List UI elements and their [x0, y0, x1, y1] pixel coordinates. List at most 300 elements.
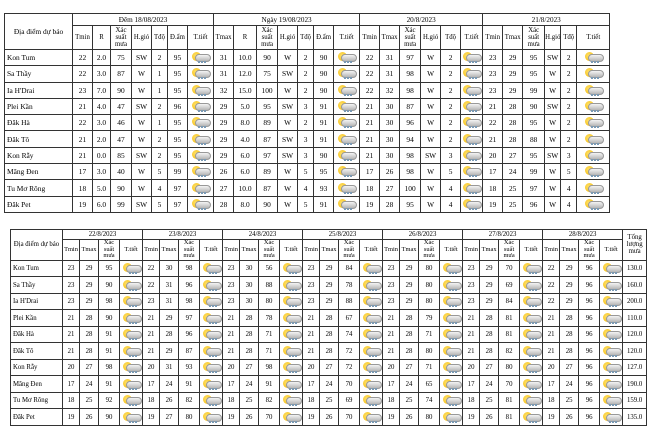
data-cell: 23 [63, 260, 80, 277]
data-cell: 2 [561, 82, 577, 98]
partly-cloudy-rain-icon [442, 280, 461, 291]
column-header: Tmax [214, 26, 234, 50]
weather-cell [520, 343, 543, 360]
data-cell: 99 [111, 196, 132, 212]
weather-cell [120, 359, 143, 376]
table-row [11, 409, 647, 426]
data-cell: W [421, 180, 441, 196]
data-cell: 12.0 [234, 66, 257, 82]
partly-cloudy-rain-icon [282, 395, 301, 406]
data-cell: 81 [499, 326, 520, 343]
weather-cell [440, 277, 463, 294]
partly-cloudy-rain-icon [282, 329, 301, 340]
data-cell: W [421, 82, 441, 98]
weather-cell [334, 147, 360, 163]
data-cell: 70 [499, 260, 520, 277]
data-cell: 17 [483, 164, 503, 180]
data-cell: 70 [259, 409, 280, 426]
partly-cloudy-rain-icon [362, 329, 381, 340]
partly-cloudy-rain-icon [522, 362, 541, 373]
weather-cell [188, 180, 214, 196]
column-header: Tmax [380, 26, 400, 50]
data-cell: 96 [579, 376, 600, 393]
data-cell: 4 [441, 180, 461, 196]
weather-cell [200, 359, 223, 376]
data-cell: 5 [152, 196, 168, 212]
data-cell: 2 [441, 82, 461, 98]
data-cell: 87 [257, 180, 278, 196]
weather-cell [461, 82, 483, 98]
column-header: Tđộ [441, 26, 461, 50]
data-cell: 21 [63, 310, 80, 327]
partly-cloudy-rain-icon [362, 263, 381, 274]
data-cell: 18 [143, 392, 160, 409]
column-header: Xác suất mưa [579, 240, 600, 261]
data-cell: 18 [303, 392, 320, 409]
data-cell: W [545, 131, 561, 147]
data-cell: 80 [499, 359, 520, 376]
table-row [11, 277, 647, 294]
weather-cell [520, 359, 543, 376]
data-cell: 4 [152, 180, 168, 196]
data-cell: 91 [314, 98, 334, 114]
data-cell: 24 [80, 376, 99, 393]
data-cell: 85 [111, 147, 132, 163]
data-cell: 27 [480, 359, 499, 376]
weather-cell [440, 359, 463, 376]
data-cell: 26 [380, 164, 400, 180]
data-cell: 2 [441, 66, 461, 82]
partly-cloudy-rain-icon [191, 117, 210, 128]
weather-cell [200, 310, 223, 327]
data-cell: 19 [303, 409, 320, 426]
data-cell: 21 [143, 326, 160, 343]
data-cell: 81 [499, 392, 520, 409]
weather-cell [577, 147, 610, 163]
data-cell: 22 [73, 66, 93, 82]
partly-cloudy-rain-icon [202, 313, 221, 324]
data-cell: 80 [179, 409, 200, 426]
weather-cell [440, 409, 463, 426]
weather-cell [440, 343, 463, 360]
data-cell: 2 [152, 131, 168, 147]
partly-cloudy-rain-icon [442, 379, 461, 390]
weather-cell [600, 392, 623, 409]
data-cell: SW [421, 147, 441, 163]
partly-cloudy-rain-icon [442, 313, 461, 324]
day-header: 26/8/2023 [383, 230, 463, 240]
day-header: Đêm 18/08/2023 [73, 14, 214, 26]
data-cell: 25 [560, 392, 579, 409]
weather-cell [334, 66, 360, 82]
data-cell: 0.0 [93, 147, 111, 163]
table-row [5, 164, 610, 180]
data-cell: 18 [483, 180, 503, 196]
data-cell: 10.0 [234, 50, 257, 66]
data-cell: 19 [63, 409, 80, 426]
weather-cell [360, 376, 383, 393]
data-cell: 2 [152, 50, 168, 66]
weather-cell [188, 147, 214, 163]
table-row [5, 196, 610, 212]
data-cell: 98 [400, 82, 421, 98]
data-cell: 18 [383, 392, 400, 409]
data-cell: 24 [503, 164, 523, 180]
partly-cloudy-rain-icon [584, 199, 603, 210]
data-cell: 18 [543, 392, 560, 409]
data-cell: W [278, 82, 298, 98]
day-header: 27/8/2023 [463, 230, 543, 240]
data-cell: 28 [80, 343, 99, 360]
data-cell: 28 [240, 326, 259, 343]
table-row [11, 293, 647, 310]
column-header: T.tiết [334, 26, 360, 50]
data-cell: W [545, 66, 561, 82]
partly-cloudy-rain-icon [191, 166, 210, 177]
data-cell: 1 [152, 115, 168, 131]
data-cell: 26 [214, 164, 234, 180]
partly-cloudy-rain-icon [602, 280, 621, 291]
data-cell: 23 [483, 66, 503, 82]
data-cell: 84 [339, 260, 360, 277]
data-cell: 100 [257, 82, 278, 98]
data-cell: 6.0 [234, 147, 257, 163]
data-cell: W [545, 115, 561, 131]
data-cell: 23 [483, 50, 503, 66]
weather-cell [334, 196, 360, 212]
weather-cell [188, 82, 214, 98]
location-name: Đăk Pet [5, 196, 73, 212]
data-cell: 98 [400, 147, 421, 163]
weather-cell [200, 277, 223, 294]
partly-cloudy-rain-icon [202, 296, 221, 307]
data-cell: 29 [503, 50, 523, 66]
column-header: Tmin [463, 240, 480, 261]
column-header: Tđộ [152, 26, 168, 50]
data-cell: 80 [419, 277, 440, 294]
partly-cloudy-rain-icon [337, 101, 356, 112]
location-name: Đăk Tô [5, 131, 73, 147]
partly-cloudy-rain-icon [202, 329, 221, 340]
data-cell: 87 [257, 131, 278, 147]
data-cell: 28 [214, 196, 234, 212]
partly-cloudy-rain-icon [191, 68, 210, 79]
data-cell: 71 [419, 359, 440, 376]
table-row [11, 376, 647, 393]
partly-cloudy-rain-icon [122, 296, 141, 307]
weather-cell [520, 293, 543, 310]
data-cell: 17 [223, 376, 240, 393]
data-cell: 56 [259, 260, 280, 277]
data-cell: 15.0 [234, 82, 257, 98]
location-name: Plei Kần [11, 310, 63, 327]
partly-cloudy-rain-icon [337, 134, 356, 145]
data-cell: 71 [419, 326, 440, 343]
data-cell: 28 [400, 343, 419, 360]
partly-cloudy-rain-icon [442, 346, 461, 357]
data-cell: W [421, 131, 441, 147]
data-cell: 23 [63, 293, 80, 310]
data-cell: 28 [480, 343, 499, 360]
weather-cell [577, 196, 610, 212]
data-cell: 19 [463, 409, 480, 426]
partly-cloudy-rain-icon [202, 263, 221, 274]
data-cell: 21 [360, 98, 380, 114]
data-cell: 20 [303, 359, 320, 376]
column-header: R [234, 26, 257, 50]
data-cell: 27 [380, 180, 400, 196]
column-header: T.tiết [461, 26, 483, 50]
location-name: Đăk Pet [11, 409, 63, 426]
partly-cloudy-rain-icon [282, 346, 301, 357]
data-cell: 22 [543, 293, 560, 310]
data-cell: 21 [543, 343, 560, 360]
data-cell: 5 [441, 164, 461, 180]
partly-cloudy-rain-icon [442, 412, 461, 423]
data-cell: 31 [160, 277, 179, 294]
data-cell: 26 [80, 409, 99, 426]
data-cell: 92 [99, 392, 120, 409]
data-cell: 29 [214, 147, 234, 163]
data-cell: SW [278, 131, 298, 147]
data-cell: 20 [483, 147, 503, 163]
weather-cell [200, 293, 223, 310]
data-cell: SW [278, 98, 298, 114]
partly-cloudy-rain-icon [462, 85, 481, 96]
weather-cell [461, 115, 483, 131]
data-cell: 21 [303, 343, 320, 360]
data-cell: W [132, 115, 152, 131]
data-cell: 31 [380, 50, 400, 66]
data-cell: 90 [99, 310, 120, 327]
data-cell: 22 [73, 115, 93, 131]
data-cell: 3 [298, 98, 314, 114]
data-cell: 29 [214, 131, 234, 147]
weather-cell [440, 326, 463, 343]
data-cell: 19 [143, 409, 160, 426]
data-cell: 21 [383, 310, 400, 327]
weather-cell [577, 131, 610, 147]
column-header: Tmin [383, 240, 400, 261]
data-cell: W [421, 50, 441, 66]
partly-cloudy-rain-icon [202, 412, 221, 423]
data-cell: 80 [259, 293, 280, 310]
data-cell: 2 [561, 131, 577, 147]
weather-cell [360, 326, 383, 343]
data-cell: 22 [360, 50, 380, 66]
data-cell: SW [545, 98, 561, 114]
data-cell: 78 [259, 310, 280, 327]
partly-cloudy-rain-icon [362, 346, 381, 357]
data-cell: 2.0 [93, 131, 111, 147]
partly-cloudy-rain-icon [584, 85, 603, 96]
weather-cell [577, 98, 610, 114]
partly-cloudy-rain-icon [191, 85, 210, 96]
data-cell: 94 [400, 131, 421, 147]
data-cell: 21 [73, 131, 93, 147]
data-cell: 25 [320, 392, 339, 409]
data-cell: 28 [503, 131, 523, 147]
column-header: Tmin [483, 26, 503, 50]
data-cell: 95 [523, 66, 545, 82]
weather-cell [600, 277, 623, 294]
data-cell: 29 [214, 98, 234, 114]
data-cell: 21 [483, 131, 503, 147]
weather-cell [188, 164, 214, 180]
data-cell: 25 [240, 392, 259, 409]
weather-cell [120, 343, 143, 360]
weather-cell [334, 82, 360, 98]
forecast-table-short-range [4, 13, 610, 213]
data-cell: 21 [360, 147, 380, 163]
column-header: T.tiết [360, 240, 383, 261]
partly-cloudy-rain-icon [191, 134, 210, 145]
column-header: Tmin [63, 240, 80, 261]
weather-cell [440, 260, 463, 277]
data-cell: 23 [303, 277, 320, 294]
partly-cloudy-rain-icon [442, 329, 461, 340]
partly-cloudy-rain-icon [282, 280, 301, 291]
data-cell: 2 [441, 115, 461, 131]
data-cell: 97 [168, 180, 188, 196]
data-cell: 97 [400, 50, 421, 66]
partly-cloudy-rain-icon [362, 412, 381, 423]
data-cell: 3 [298, 131, 314, 147]
data-cell: 81 [499, 310, 520, 327]
weather-cell [461, 196, 483, 212]
data-cell: 95 [168, 115, 188, 131]
data-cell: 19 [483, 196, 503, 212]
total-rain-cell: 120.0 [623, 343, 647, 360]
weather-cell [360, 277, 383, 294]
data-cell: 91 [99, 376, 120, 393]
column-header: Tmin [223, 240, 240, 261]
data-cell: 79 [419, 310, 440, 327]
data-cell: 17 [63, 376, 80, 393]
partly-cloudy-rain-icon [462, 68, 481, 79]
data-cell: 98 [99, 293, 120, 310]
data-cell: 95 [257, 98, 278, 114]
data-cell: 96 [579, 392, 600, 409]
data-cell: 18 [73, 180, 93, 196]
data-cell: 25 [503, 196, 523, 212]
column-header: Tmax [240, 240, 259, 261]
weather-cell [200, 409, 223, 426]
data-cell: 30 [380, 147, 400, 163]
partly-cloudy-rain-icon [122, 362, 141, 373]
data-cell: 23 [223, 293, 240, 310]
partly-cloudy-rain-icon [522, 313, 541, 324]
data-cell: 28 [503, 98, 523, 114]
partly-cloudy-rain-icon [362, 296, 381, 307]
weather-cell [461, 98, 483, 114]
data-cell: 23 [303, 293, 320, 310]
partly-cloudy-rain-icon [191, 150, 210, 161]
weather-cell [120, 409, 143, 426]
partly-cloudy-rain-icon [584, 134, 603, 145]
partly-cloudy-rain-icon [462, 166, 481, 177]
partly-cloudy-rain-icon [337, 117, 356, 128]
column-header: Tmax [503, 26, 523, 50]
table-row [11, 359, 647, 376]
partly-cloudy-rain-icon [442, 296, 461, 307]
data-cell: 28 [320, 310, 339, 327]
location-name: Đăk Hà [11, 326, 63, 343]
data-cell: 95 [523, 50, 545, 66]
data-cell: 2 [561, 66, 577, 82]
data-cell: 40 [111, 164, 132, 180]
data-cell: 69 [499, 277, 520, 294]
weather-cell [188, 66, 214, 82]
partly-cloudy-rain-icon [337, 52, 356, 63]
partly-cloudy-rain-icon [462, 101, 481, 112]
data-cell: 2 [561, 98, 577, 114]
partly-cloudy-rain-icon [462, 183, 481, 194]
data-cell: SW [278, 147, 298, 163]
column-header: Tmin [143, 240, 160, 261]
data-cell: 20 [143, 359, 160, 376]
data-cell: 23 [73, 82, 93, 98]
data-cell: 21 [543, 326, 560, 343]
column-header: Tmin [303, 240, 320, 261]
data-cell: 3.0 [93, 115, 111, 131]
weather-cell [334, 180, 360, 196]
weather-cell [600, 376, 623, 393]
total-rain-cell: 135.0 [623, 409, 647, 426]
data-cell: 28 [560, 326, 579, 343]
weather-cell [120, 310, 143, 327]
data-cell: 29 [503, 66, 523, 82]
partly-cloudy-rain-icon [362, 395, 381, 406]
partly-cloudy-rain-icon [462, 150, 481, 161]
data-cell: 2 [441, 131, 461, 147]
table-row [5, 82, 610, 98]
partly-cloudy-rain-icon [202, 379, 221, 390]
data-cell: 17 [303, 376, 320, 393]
column-header: Tđộ [298, 26, 314, 50]
data-cell: 31 [380, 66, 400, 82]
column-header: H.gió [421, 26, 441, 50]
data-cell: 80 [419, 409, 440, 426]
column-header: H.gió [545, 26, 561, 50]
weather-cell [440, 310, 463, 327]
total-rain-cell: 120.0 [623, 326, 647, 343]
weather-cell [200, 260, 223, 277]
weather-cell [280, 293, 303, 310]
data-cell: W [278, 115, 298, 131]
data-cell: 96 [179, 277, 200, 294]
data-cell: 28 [80, 310, 99, 327]
partly-cloudy-rain-icon [584, 183, 603, 194]
partly-cloudy-rain-icon [202, 346, 221, 357]
data-cell: 90 [314, 82, 334, 98]
location-name: Kon Rẫy [5, 147, 73, 163]
weather-cell [600, 343, 623, 360]
data-cell: 23 [483, 82, 503, 98]
data-cell: 80 [419, 293, 440, 310]
data-cell: 95 [168, 131, 188, 147]
partly-cloudy-rain-icon [584, 52, 603, 63]
partly-cloudy-rain-icon [191, 183, 210, 194]
data-cell: 21 [463, 343, 480, 360]
data-cell: 31 [160, 293, 179, 310]
data-cell: 82 [499, 343, 520, 360]
data-cell: 6.0 [93, 196, 111, 212]
data-cell: 91 [179, 376, 200, 393]
data-cell: W [421, 98, 441, 114]
data-cell: 78 [339, 277, 360, 294]
data-cell: 96 [579, 260, 600, 277]
